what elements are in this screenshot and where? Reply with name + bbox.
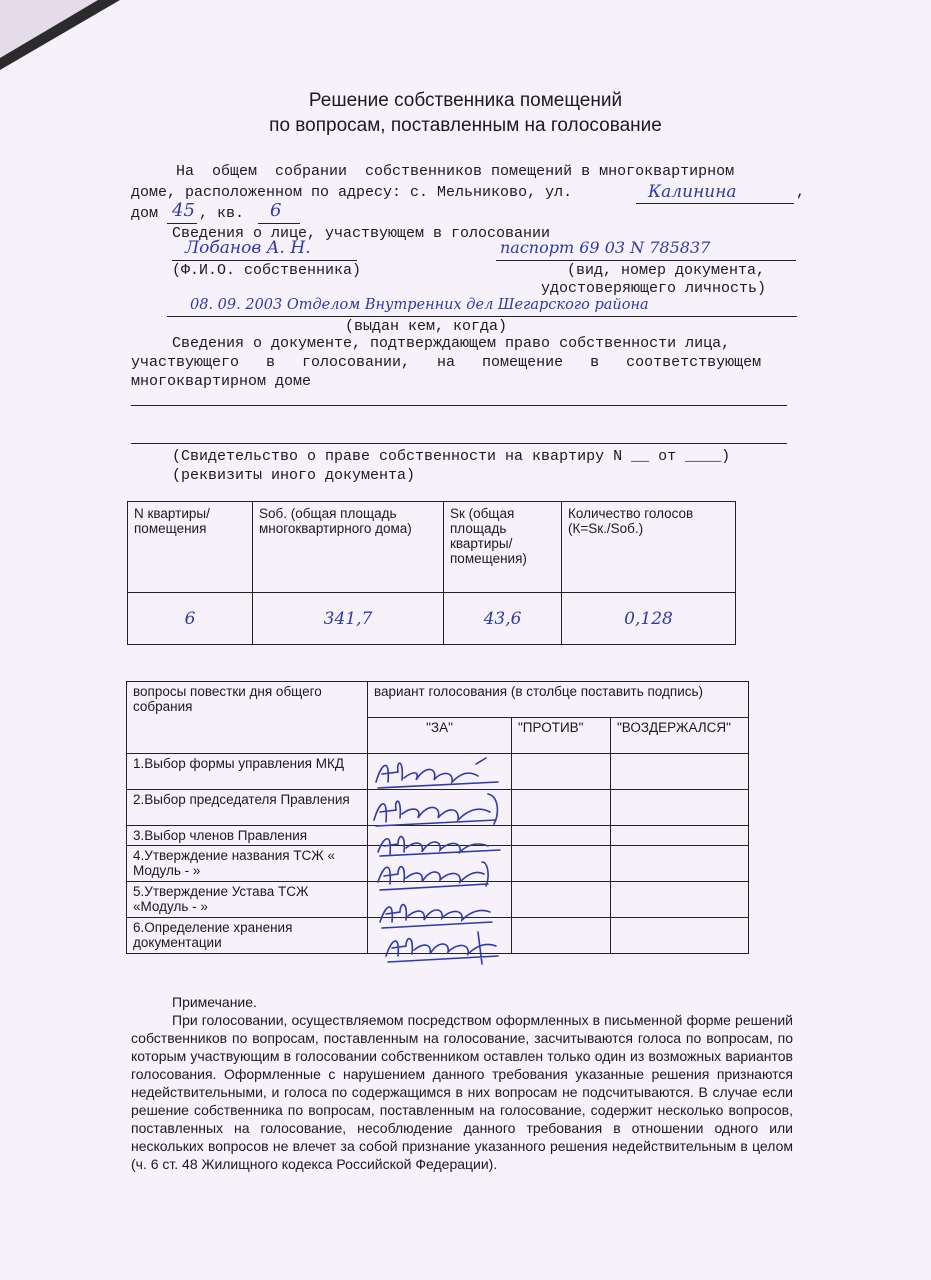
signature-6 (386, 932, 498, 964)
agenda-item-3: 3.Выбор членов Правления (127, 826, 368, 846)
dom-label: дом (131, 205, 159, 222)
dom-value: 45 (172, 200, 195, 221)
doc-title-line1: Решение собственника помещений (308, 90, 623, 111)
option-for: "ЗА" (368, 718, 512, 754)
cert-label: (Свидетельство о праве собственности на квартиру N __ от ____) (172, 448, 731, 465)
issued-label: (выдан кем, когда) (345, 318, 508, 335)
intro-line1: На общем собрании собственников помещений в многоквартирном (131, 163, 735, 180)
agenda-item-1: 1.Выбор формы управления МКД (127, 754, 368, 790)
doc-label-1: (вид, номер документа, (567, 262, 766, 279)
doc-title-line2: по вопросам, поставленным на голосование (269, 115, 662, 136)
issued-line (167, 316, 797, 317)
ownership-line3: многоквартирном доме (131, 373, 312, 390)
agenda-item-6: 6.Определение хранения документации (127, 918, 368, 954)
signature-3 (378, 837, 500, 856)
name-line (172, 260, 357, 261)
value-apartment-area: 43,6 (483, 608, 522, 629)
passport-value: паспорт 69 03 N 785837 (500, 238, 711, 257)
folded-corner-shade (0, 0, 98, 58)
value-votes: 0,128 (624, 608, 673, 629)
note-text: При голосовании, осуществляемом посредством оформленных в письменной форме решений собственников по вопросам, поставленным на голосование, засчитываются голоса по вопросам, по которым участвующим в голосовании собственником оставлен только один из возможных вариантов голосования. Оформленные с нарушением данного требования указанные решения признаются недействительными, и голоса по содержащимся в них вопросам не подсчитываются. В случае если решение собственника по вопросам, поставленным на голосование, содержит несколько вопросов, поставленных на голосование, несоблюдение данного требования в отношении одного или нескольких вопросов не влечет за собой признание указанного решения недействительным в целом (ч. 6 ст. 48 Жилищного кодекса Российской Федерации). (131, 1012, 793, 1172)
issued-value: 08. 09. 2003 Отделом Внутренних дел Шегарского района (190, 297, 649, 313)
agenda-header: вопросы повестки дня общего собрания (127, 682, 368, 754)
blank-line-2 (131, 443, 787, 444)
owner-name: Лобанов А. Н. (185, 238, 311, 258)
option-against: "ПРОТИВ" (512, 718, 611, 754)
area-table (127, 501, 736, 645)
value-total-area: 341,7 (323, 608, 373, 629)
person-heading: Сведения о лице, участвующем в голосовании (172, 225, 551, 242)
dom-line (167, 223, 197, 224)
agenda-item-2: 2.Выбор председателя Правления (127, 790, 368, 826)
signature-5 (380, 905, 492, 928)
kv-label: , кв. (199, 205, 245, 222)
vote-header: вариант голосования (в столбце поставить подпись) (368, 682, 749, 718)
signatures (368, 752, 518, 967)
header-votes: Количество голосов (К=Sк./Sоб.) (562, 502, 736, 593)
ownership-line2: участвующего в голосовании, на помещение в соответствующем (131, 354, 762, 371)
kv-line (258, 223, 300, 224)
header-total-area: Sоб. (общая площадь многоквартирного дома) (253, 502, 444, 593)
option-abstain: "ВОЗДЕРЖАЛСЯ" (611, 718, 749, 754)
header-apartment: N квартиры/ помещения (128, 502, 253, 593)
ownership-line1: Сведения о документе, подтверждающем право собственности лица, (172, 335, 731, 352)
intro-line2: доме, расположенном по адресу: с. Мельниково, ул. (131, 184, 573, 201)
signature-1 (376, 758, 498, 788)
fio-label: (Ф.И.О. собственника) (172, 262, 362, 279)
signature-2 (374, 794, 497, 826)
agenda-item-4: 4.Утверждение названия ТСЖ « Модуль - » (127, 846, 368, 882)
agenda-item-5: 5.Утверждение Устава ТСЖ «Модуль - » (127, 882, 368, 918)
signature-4 (378, 862, 488, 890)
header-apartment-area: Sк (общая площадь квартиры/ помещения) (444, 502, 562, 593)
blank-line-1 (131, 405, 787, 406)
kv-value: 6 (270, 200, 282, 221)
doc-label-2: удостоверяющего личность) (541, 280, 767, 297)
street-value: Калинина (648, 182, 737, 202)
passport-line (496, 260, 796, 261)
value-apartment: 6 (184, 608, 196, 629)
street-line (636, 203, 794, 204)
other-doc-label: (реквизиты иного документа) (172, 467, 416, 484)
note-heading: Примечание. (172, 994, 257, 1010)
comma: , (796, 184, 806, 201)
